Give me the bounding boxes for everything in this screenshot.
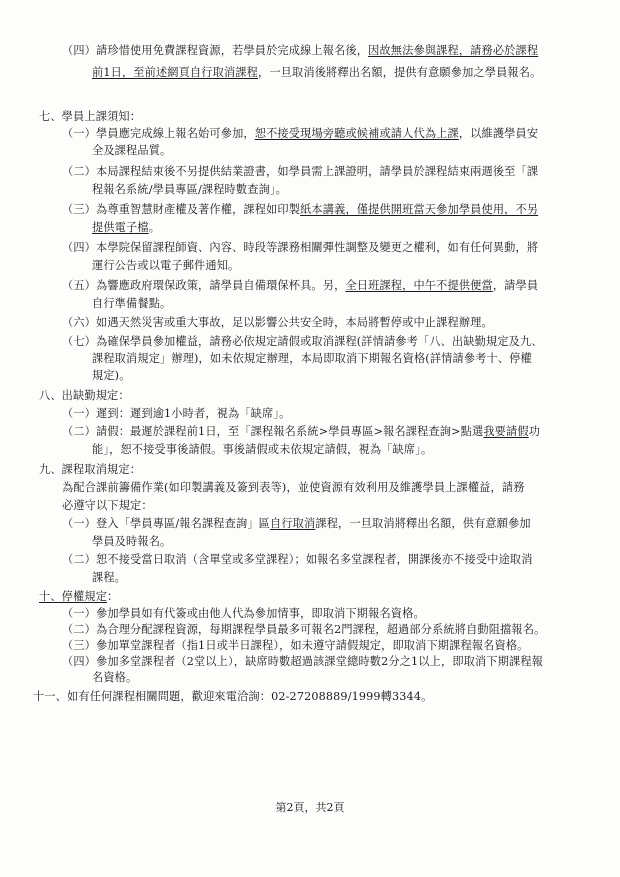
list-item-continuation: 能」，恕不接受事後請假。事後請假或未依規定請假，視為「缺席」。	[92, 443, 433, 456]
underlined-text: 我要請假	[483, 425, 529, 438]
contact-info: 十一、如有任何課程相關問題，歡迎來電洽詢：02-27208889/1999轉3344。	[33, 690, 433, 703]
underlined-text: 提供電子檔	[92, 221, 149, 234]
list-item: （二）為合理分配課程資源，每期課程學員最多可報名2門課程，超過部分系統將自動阻擋報名。	[62, 623, 546, 636]
list-item-continuation: 規定)。	[92, 369, 131, 382]
list-item-continuation: 課程。	[92, 571, 127, 584]
section-heading-suspension-rules: 十、停權規定：	[39, 590, 119, 603]
course-resource-note-line: 前1日，至前述網頁自行取消課程，一旦取消後將釋出名額，提供有意願參加之學員報名。	[92, 66, 542, 79]
list-item-continuation: 運行公告或以電子郵件通知。	[92, 259, 240, 272]
section-intro-continuation: 必遵守以下規定：	[62, 499, 153, 512]
underlined-text: 紙本講義，僅提供開班當天參加學員使用，不另	[300, 203, 539, 216]
list-item: （三）為尊重智慧財產權及著作權，課程如印製紙本講義，僅提供開班當天參加學員使用，不另	[62, 203, 539, 216]
underlined-text: 十、停權規定	[39, 590, 108, 603]
underlined-text: 因故無法參與課程，請務必於課程	[368, 44, 539, 57]
list-item: （一）參加學員如有代簽或由他人代為參加情事，即取消下期報名資格。	[62, 607, 425, 620]
list-item-continuation: 提供電子檔。	[92, 221, 161, 234]
list-item: （一）遲到：遲到逾1小時者，視為「缺席」。	[62, 407, 291, 420]
list-item: （七）為確保學員參加權益，請務必依規定請假或取消課程(詳情請參考「八、出缺勤規定及九、	[62, 335, 543, 348]
underlined-text: 全日班課程，中午不提供便當	[345, 279, 493, 292]
page-number: 第2頁，共2頁	[275, 801, 345, 814]
list-item-continuation: 學員及時報名。	[92, 535, 172, 548]
list-item-continuation: 課程取消規定」辦理)，如未依規定辦理，本局即取消下期報名資格(詳情請參考十、停權	[92, 352, 532, 365]
list-item: （五）為響應政府環保政策，請學員自備環保杯具。另，全日班課程，中午不提供便當，請學員	[62, 279, 539, 292]
list-item: （二）恕不接受當日取消（含單堂或多堂課程）；如報名多堂課程者，開課後亦不接受中途取消	[62, 553, 533, 566]
list-item: （二）請假：最遲於課程前1日，至「課程報名系統>學員專區>報名課程查詢>點選我要請假功	[62, 425, 541, 438]
list-item-continuation: 名資格。	[92, 671, 138, 684]
list-item: （四）參加多堂課程者（2堂以上），缺席時數超過該課堂總時數2分之1以上，即取消下期課程報	[62, 655, 544, 668]
course-resource-note-line: （四）請珍惜使用免費課程資源，若學員於完成線上報名後，因故無法參與課程，請務必於課程	[62, 44, 539, 57]
list-item: （四）本學院保留課程師資、內容、時段等課務相關彈性調整及變更之權利，如有任何異動，將	[62, 241, 539, 254]
section-heading-cancellation-rules: 九、課程取消規定：	[39, 463, 142, 476]
list-item-continuation: 全及課程品質。	[92, 144, 172, 157]
section-intro: 為配合課前籌備作業(如印製講義及簽到表等)，並使資源有效利用及維護學員上課權益，請務	[62, 481, 525, 494]
list-item: （三）參加單堂課程者（指1日或半日課程），如未遵守請假規定，即取消下期課程報名資格。	[62, 639, 529, 652]
list-item: （一）登入「學員專區/報名課程查詢」區自行取消課程，一旦取消將釋出名額，供有意願參加	[62, 517, 531, 530]
section-heading-attendance-notes: 七、學員上課須知：	[39, 110, 142, 123]
list-item: （二）本局課程結束後不另提供結業證書，如學員需上課證明，請學員於課程結束兩週後至「課	[62, 165, 539, 178]
underlined-text: 自行取消	[270, 517, 316, 530]
list-item: （一）學員應完成線上報名始可參加，恕不接受現場旁聽或候補或請人代為上課，以維護學員安	[62, 127, 539, 140]
list-item-continuation: 自行準備餐點。	[92, 297, 172, 310]
section-heading-attendance-rules: 八、出缺勤規定：	[39, 389, 130, 402]
underlined-text: 前1日，至前述網頁自行取消課程	[92, 66, 258, 79]
underlined-text: 恕不接受現場旁聽或候補或請人代為上課	[254, 127, 459, 140]
list-item: （六）如遇天然災害或重大事故，足以影響公共安全時，本局將暫停或中止課程辦理。	[62, 316, 493, 329]
list-item-continuation: 程報名系統/學員專區/課程時數查詢」。	[92, 183, 287, 196]
